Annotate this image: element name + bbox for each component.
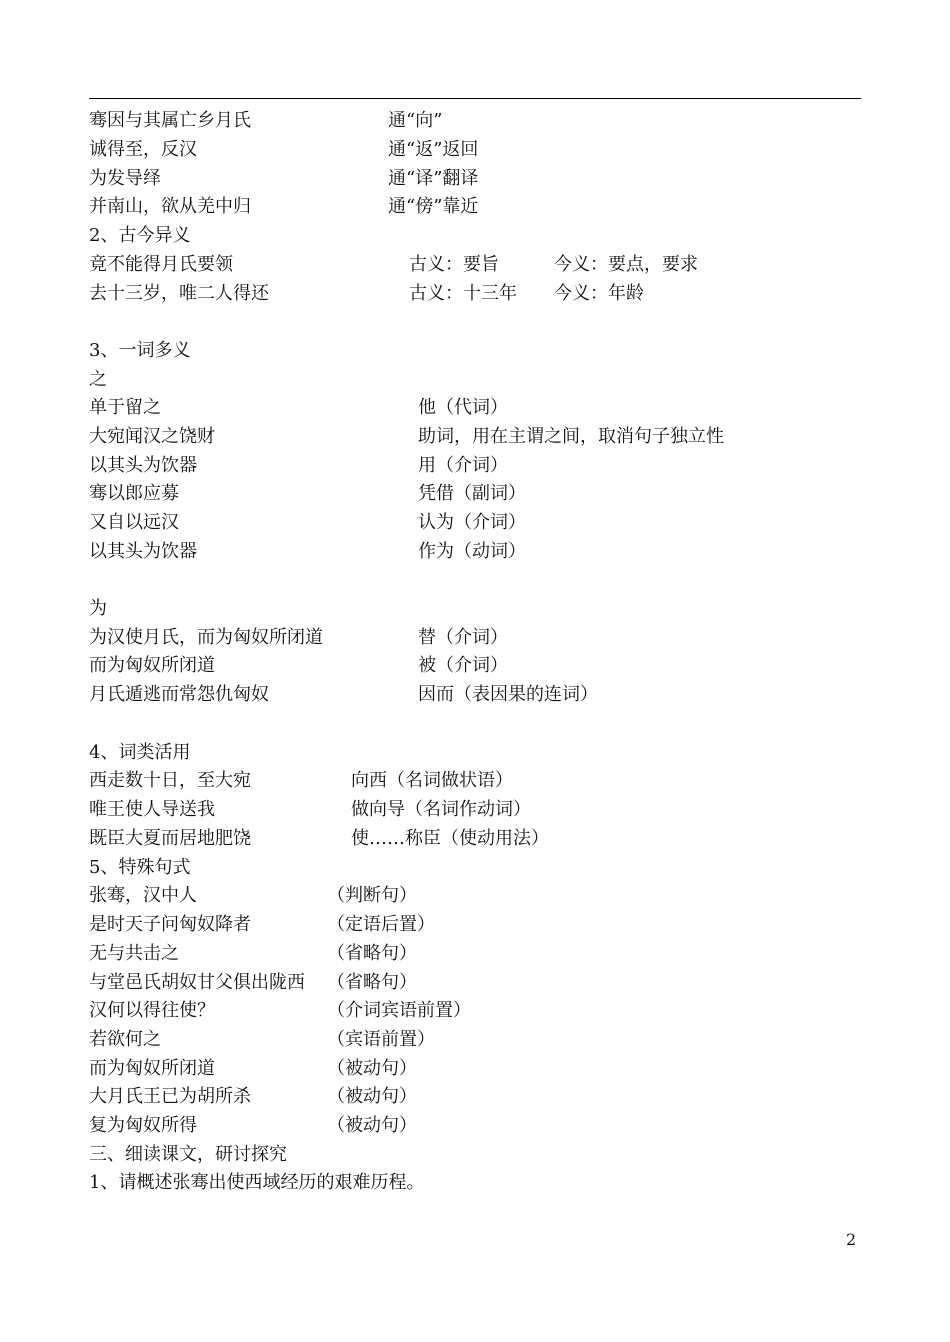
sentence: 以其头为饮器 — [89, 455, 197, 476]
list-item — [89, 968, 869, 997]
list-item — [89, 795, 869, 824]
sentence: 为发导绎 — [89, 168, 161, 189]
sentence: 为汉使月氏，而为匈奴所闭道 — [89, 627, 323, 648]
word-text: 之 — [89, 369, 107, 390]
annotation: （定语后置） — [327, 914, 435, 935]
heading-text: 3、一词多义 — [89, 340, 191, 361]
annotation: 作为（动词） — [418, 541, 526, 562]
annotation: 向西（名词做状语） — [351, 770, 513, 791]
annotation: 使……称臣（使动用法） — [351, 828, 549, 849]
list-item — [89, 393, 869, 422]
question-text: 1、请概述张骞出使西域经历的艰难历程。 — [89, 1172, 425, 1193]
modern-meaning: 今义：年龄 — [554, 283, 644, 304]
word-text: 为 — [89, 598, 107, 619]
section-heading — [89, 221, 869, 250]
list-item — [89, 537, 869, 566]
annotation: 认为（介词） — [418, 512, 526, 533]
sentence: 去十三岁，唯二人得还 — [89, 283, 269, 304]
section-heading — [89, 1140, 869, 1169]
list-item — [89, 651, 869, 680]
sentence: 竟不能得月氏要领 — [89, 254, 233, 275]
sentence: 无与共击之 — [89, 943, 179, 964]
sentence: 既臣大夏而居地肥饶 — [89, 828, 251, 849]
sentence: 唯王使人导送我 — [89, 799, 215, 820]
annotation: （被动句） — [327, 1115, 417, 1136]
sentence: 大月氏王已为胡所杀 — [89, 1086, 251, 1107]
list-item — [89, 1082, 869, 1111]
section-heading — [89, 336, 869, 365]
sentence: 是时天子问匈奴降者 — [89, 914, 251, 935]
annotation: （省略句） — [327, 972, 417, 993]
annotation: 用（介词） — [418, 455, 508, 476]
list-item — [89, 451, 869, 480]
list-item — [89, 135, 869, 164]
ancient-meaning: 古义：要旨 — [409, 254, 499, 275]
list-item — [89, 766, 869, 795]
sentence: 并南山，欲从羌中归 — [89, 196, 251, 217]
sentence: 与堂邑氏胡奴甘父俱出陇西 — [89, 972, 305, 993]
list-item — [89, 192, 869, 221]
sentence: 诚得至，反汉 — [89, 139, 197, 160]
annotation: 替（介词） — [418, 627, 508, 648]
header-rule — [89, 98, 861, 99]
sentence: 而为匈奴所闭道 — [89, 1058, 215, 1079]
annotation: 通“译”翻译 — [388, 168, 479, 189]
heading-text: 5、特殊句式 — [89, 857, 191, 878]
sentence: 汉何以得往使？ — [89, 1000, 215, 1021]
annotation: （宾语前置） — [327, 1029, 435, 1050]
annotation: 被（介词） — [418, 655, 508, 676]
annotation: 助词，用在主谓之间，取消句子独立性 — [418, 426, 724, 447]
list-item — [89, 164, 869, 193]
sentence: 骞以郎应募 — [89, 483, 179, 504]
sentence: 若欲何之 — [89, 1029, 161, 1050]
annotation: 因而（表因果的连词） — [418, 684, 598, 705]
modern-meaning: 今义：要点，要求 — [554, 254, 698, 275]
list-item — [89, 106, 869, 135]
sentence: 单于留之 — [89, 397, 161, 418]
list-item — [89, 1111, 869, 1140]
sentence: 以其头为饮器 — [89, 541, 197, 562]
annotation: 通“返”返回 — [388, 139, 479, 160]
heading-text: 三、细读课文，研讨探究 — [89, 1144, 287, 1165]
sentence: 复为匈奴所得 — [89, 1115, 197, 1136]
list-item — [89, 824, 869, 853]
ancient-meaning: 古义：十三年 — [409, 283, 517, 304]
section-heading — [89, 738, 869, 767]
section-heading — [89, 853, 869, 882]
list-item — [89, 1025, 869, 1054]
annotation: 凭借（副词） — [418, 483, 526, 504]
list-item — [89, 1054, 869, 1083]
list-item — [89, 422, 869, 451]
annotation: 通“向” — [388, 110, 443, 131]
annotation: 他（代词） — [418, 397, 508, 418]
sentence: 而为匈奴所闭道 — [89, 655, 215, 676]
list-item — [89, 680, 869, 709]
sentence: 大宛闻汉之饶财 — [89, 426, 215, 447]
annotation: （判断句） — [327, 885, 417, 906]
list-item — [89, 623, 869, 652]
sentence: 又自以远汉 — [89, 512, 179, 533]
sentence: 骞因与其属亡乡月氏 — [89, 110, 251, 131]
annotation: （被动句） — [327, 1058, 417, 1079]
list-item — [89, 250, 869, 279]
word-label — [89, 365, 869, 394]
annotation: （介词宾语前置） — [327, 1000, 471, 1021]
list-item — [89, 279, 869, 308]
annotation: （被动句） — [327, 1086, 417, 1107]
annotation: （省略句） — [327, 943, 417, 964]
list-item — [89, 996, 869, 1025]
list-item — [89, 910, 869, 939]
sentence: 张骞，汉中人 — [89, 885, 197, 906]
heading-text: 2、古今异义 — [89, 225, 191, 246]
list-item — [89, 508, 869, 537]
annotation: 做向导（名词作动词） — [351, 799, 531, 820]
list-item — [89, 479, 869, 508]
question — [89, 1168, 869, 1197]
heading-text: 4、词类活用 — [89, 742, 191, 763]
sentence: 月氏遁逃而常怨仇匈奴 — [89, 684, 269, 705]
list-item — [89, 881, 869, 910]
annotation: 通“傍”靠近 — [388, 196, 479, 217]
page-number: 2 — [846, 1230, 857, 1249]
list-item — [89, 939, 869, 968]
sentence: 西走数十日，至大宛 — [89, 770, 251, 791]
word-label — [89, 594, 869, 623]
